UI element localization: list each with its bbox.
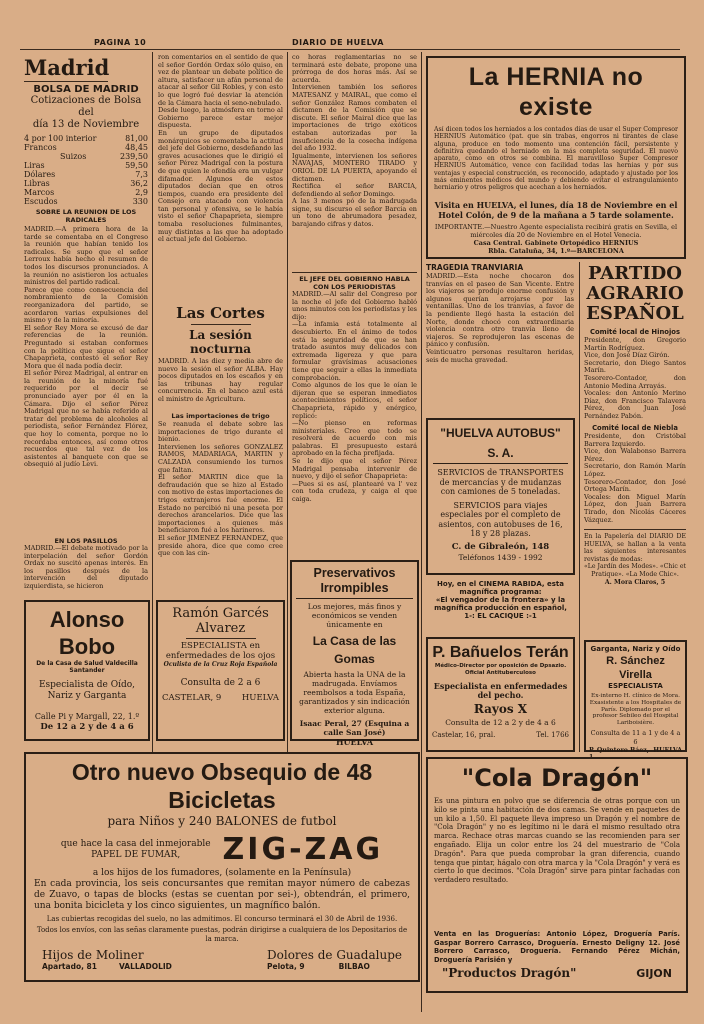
- column-3: [292, 54, 417, 515]
- preservativos-address: Isaac Peral, 27 (Esquina a calle San José): [299, 719, 410, 737]
- quote-row: Liras 59,50: [24, 161, 148, 170]
- quote-row: Francos 48,45: [24, 143, 148, 152]
- banuelos-name: P. Bañuelos Terán: [432, 644, 569, 661]
- hernia-address-2: Rbla. Cataluña, 34, 1.º—BARCELONA: [488, 246, 624, 255]
- bobo-address: Calle Pi y Margall, 22, 1.º: [34, 712, 140, 721]
- preservativos-title: Preservativos Irrompibles: [296, 566, 413, 599]
- bicicletas-deadline: Las cubiertas recogidas del suelo, no las admitimos. El concurso terminará el 30 de Abril de 1936.: [46, 915, 398, 923]
- bicicletas-subtitle: para Niños y 240 BALONES de futbol: [107, 814, 337, 828]
- rabida-intro: Hoy, en el CINEMA RABIDA, esta magnífica programa:: [437, 580, 564, 596]
- column-rule: [287, 52, 288, 752]
- bicicletas-beneficiaries: a los hijos de los fumadores, (solamente en la Península): [92, 868, 352, 878]
- sanchez-city: HUELVA: [653, 746, 682, 754]
- reunion-heading: SOBRE LA REUNION DE LOS RADICALES: [35, 208, 137, 224]
- rabida-notice: [426, 580, 575, 621]
- hernia-visit: Visita en HUELVA, el lunes, día 18 de Noviembre en el Hotel Colón, de 9 de la mañana a 5 tarde solamente.: [434, 200, 678, 220]
- depositario-2: Dolores de Guadalupe: [267, 948, 402, 962]
- sanchez-text: Ex-interno H. clínico de Mora. Exasistente a los Hospitales de París. Diplomado por el profesor Sebileo del Hospital Lariboisière.: [589, 693, 682, 727]
- sanchez-line1: Garganta, Nariz y Oído: [590, 645, 681, 653]
- pasillos-heading: EN LOS PASILLOS: [54, 537, 118, 545]
- autobus-address: C. de Gibraleón, 148: [451, 541, 550, 552]
- debate-continued-article: co horas reglamentarias no se terminará este debate, propone una prórroga de dos horas más. Así se acuerda. Intervienen también los señores MATESANZ y MAIRAL, que como el señor González Ramos combaten el dictamen de la Comisión que se discute. El señor Mairal dice que las importaciones de trigo exóticos estaban autorizadas por la insuficiencia de la cosecha indígena del año 1932. Igualmente, intervienen los señores NAVAJAS, MONTERO TIRADO y ORIOL DE LA PUERTA, apoyando el dictamen. Rectifica el señor BARCIA, defendiendo al señor Domingo. A las 3 menos pó de la madrugada signe, su discurso el señor Barcia en un tono de abrumadora pesadez, barajando cifras y datos.: [292, 54, 417, 229]
- sanchez-name: R. Sánchez Virella: [606, 655, 665, 681]
- preservativos-store: La Casa de las Gomas: [312, 634, 397, 666]
- tragedia-section: [426, 263, 574, 405]
- garces-specialty: ESPECIALISTA en enfermedades de los ojos: [165, 641, 276, 661]
- trigo-article: Se reanuda el debate sobre las importaciones de trigo durante el bienio. Intervienen los señores GONZALEZ RAMOS, MADARIAGA, MARTIN y CALZADA consumiendo los turnos que faltan. El señor MARTIN dice que la defraudación que se hizo al Estado con motivo de estas importaciones de trigos extranjeros fué enorme. El Estado no percibió ni una peseta por derechos arancelarios. Dice que las importaciones a quienes más beneficiaron fué a los harineros. El señor JIMENEZ FERNANDEZ, que preside ahora, dice que como cree que con las cin-: [158, 421, 283, 558]
- garces-address: CASTELAR, 9: [162, 693, 222, 703]
- garces-name: Ramón Garcés Alvarez: [172, 606, 269, 636]
- garces-ad: [156, 600, 285, 741]
- banuelos-phone: Tel. 1766: [536, 731, 569, 739]
- partido-agrario: [584, 264, 686, 586]
- sanchez-hours: Consulta de 11 a 1 y de 4 a 6: [590, 728, 681, 746]
- bicicletas-title: Otro nuevo Obsequio de 48 Bicicletas: [71, 759, 373, 813]
- bicicletas-note: Todos los envíos, con las señas claramente puestas, podrán dirigirse a cualquiera de los Depositarios de la marca.: [36, 926, 408, 943]
- sesion-article: MADRID. A las diez y media abre de nuevo la sesión el señor ALBA. Hay pocos diputados en los escaños y en las tribunas hay regular concurrencia. En el banco azul está el ministro de Agricultura.: [158, 358, 283, 403]
- partido-title-2: AGRARIO: [586, 283, 684, 304]
- bobo-name: Alonso Bobo: [49, 607, 125, 659]
- debate-article: ron comentarios en el sentido de que el señor Gordón Ordax sólo quiso, en vez de plantear un debate político de altura, satisfacer un afán personal de atacar al señor Gil Robles, y con esto lo que logró fué desviar la atención de la Cámara hacia el seno-nebulado. Desde luego, la atmósfera en torno al Gobierno parece estar mejor dispuesta. En un grupo de diputados monárquicos se comentaba la actitud del jefe del Gobierno, desdeñando las graves acusaciones que le dirigió el señor Pérez Madrigal con la postura de que quien le ofendía era un vulgar difamador. Algunos de estos diputados decían que en otros tiempos, cuando era presidente del Consejo era atacado con violencia tan personal y ofensiva, se le había visto el señor Chapaprieta, siempre tomaba resoluciones fulminantes, muy distintas a las que ha adoptado el actual jefe del Gobierno.: [158, 54, 283, 244]
- column-2: [158, 54, 283, 583]
- sanchez-specialty: ESPECIALISTA: [608, 682, 663, 690]
- depositario-2-city: BILBAO: [338, 962, 370, 971]
- depositario-1-city: VALLADOLID: [119, 962, 172, 971]
- garces-hours: Consulta de 2 a 6: [180, 678, 261, 688]
- sesion-title: La sesión nocturna: [189, 328, 252, 356]
- depositario-2-address: Pelota, 9: [267, 962, 305, 971]
- cola-dragon-ad: [426, 757, 688, 993]
- quote-row: Dólares 7,3: [24, 170, 148, 179]
- hernia-important: IMPORTANTE.—Nuestro Agente especialista recibirá gratis en Sevilla, el miércoles día 20 de Noviembre en el Hotel Venecia.: [434, 223, 678, 239]
- papeleria-notice: En la Papelería del DIARIO DE HUELVA, se hallan a la venta las siguientes interesantes revistas de modas:: [584, 533, 686, 563]
- bicicletas-ad: [24, 752, 420, 982]
- column-rule: [152, 52, 153, 752]
- bobo-specialty: Especialista de Oído, Nariz y Garganta: [38, 680, 136, 701]
- hernia-title: La HERNIA no existe: [468, 63, 644, 121]
- jefe-heading: EL JEFE DEL GOBIERNO HABLA CON LOS PERIODISTAS: [299, 275, 410, 291]
- sanchez-address: P. Quintero Báez, 1: [589, 746, 649, 761]
- hinojos-committee: Presidente, don Gregorio Martín Rodríguez. Vice, don José Díaz Girón. Secretario, don Diego Santos Marín. Tesorero-Contador, don Antonio Medina Arrayás. Vocales: don Antonio Merino Díaz, don Francisco Talavera Pérez, don Juan José Pernández Pabón.: [584, 337, 686, 420]
- bicicletas-rules-text: En cada provincia, los seis concursantes que remitan mayor número de cabezas de Zuavo, o tapas de blocks (estas se cuentan por sei-), obtendrán, el primero, una bonita bicicleta y los cinco siguientes, un magnífico balón.: [34, 879, 410, 911]
- garces-note: Oculista de la Cruz Roja Española: [163, 661, 278, 668]
- bobo-hours: De 12 a 2 y de 4 a 6: [40, 722, 134, 732]
- hinojos-heading: Comité local de Hinojos: [589, 328, 681, 336]
- cortes-title: Las Cortes: [176, 304, 265, 322]
- page-number: PAGINA 10: [94, 38, 147, 47]
- niebla-committee: Presidente, don Cristóbal Barrera Izquierdo. Vice, don Walabonso Barrera Pérez. Secretario, don Ramón Marín López. Tesorero-Contador, don José Ortega Marín. Vocales: don Miguel Marín López, don Juan Barrera Tirado, don Nicolás Cáceres Vázquez.: [584, 433, 686, 524]
- hernia-text: Así dicen todos los herniados a los contados días de usar el Super Compresor HERNIUS Automático (pat. que sin trabas, engorros ni tirantes de clase alguna, produce en todo momento una contención fácil, persistente y definitiva quedando el herniado en la más completa seguridad. El nuevo aparato, como en otros se combina. El maravilloso Super Compresor HERNIUS Automático, vence con facilidad todas las hernias y por sus ventajas y especial construcción, es reconocido, adaptado y ajustado por los más eminentes médicos del mundo y debiendo evitar el estrangulamiento herniario y otros peligros que acechan a los herniados.: [434, 126, 678, 192]
- pasillos-article: MADRID.—El debate motivado por la interpelación del señor Gordón Ordax no suscitó apenas interés. En los pasillos después de la intervención del diputado izquierdista, se hicieron: [24, 545, 148, 590]
- quote-row: Suizos 239,50: [60, 152, 148, 161]
- zigzag-brand: ZIG-ZAG: [222, 832, 384, 867]
- bicicletas-offer: que hace la casa del inmejorable: [60, 839, 211, 849]
- partido-title-1: PARTIDO: [588, 263, 682, 284]
- madrid-section: [24, 56, 148, 591]
- column-rule: [579, 262, 580, 752]
- reunion-article: MADRID.—A primera hora de la tarde se comentaba en el Congreso la reunión que habían tenido los radicales. Se supo que el señor Lerroux había hecho el resumen de todos los discursos pronunciados. A la reunión no asistieron los actuales ministros del partido radical. Parece que como consecuencia del nombramiento de la Comisión reorganizadora del partido, se acordaron varias expulsiones del mismo y de la minoría. El señor Rey Mora se excusó de dar referencias de la reunión. Preguntado si estaban conformes con la política que sigue el señor Chapaprieta, contestó el señor Rey Mora que él nada podía decir. El señor Pérez Madrigal, al entrar en la reunión de la minoría fué requerido por el decir se pronunciado ayer por él en la Cámara. Dijo el señor Pérez Madrigal que no se había referido al tratar del problema de alcoholes al periodista, señor Fernández Flórez, que hoy lo comenta, porque no lo recordaba entonces, así como otros recuerdos que tal vez de los asistentes al banquete con que se obsequió al judío Levi.: [24, 226, 148, 469]
- hernia-address: Casa Central. Gabinete Ortopédico HERNIUS: [473, 239, 639, 248]
- preservativos-ad: [290, 560, 419, 747]
- quote-row: Escudos 330: [24, 197, 148, 206]
- rabida-film: «El vengador de la frontera» y la magnífica producción en español,: [434, 596, 567, 612]
- banuelos-title: Médico-Director por oposición de Dpsazio. Oficial Antituberculoso: [434, 663, 567, 676]
- banuelos-ad: [426, 637, 575, 752]
- banuelos-rayos: Rayos X: [473, 702, 528, 716]
- tragedia-heading: TRAGEDIA TRANVIARIA: [426, 263, 524, 272]
- preservativos-text: Los mejores, más finos y económicos se venden únicamente en: [307, 602, 402, 629]
- quote-date: día 13 de Noviembre: [32, 119, 140, 130]
- bicicletas-paper: PAPEL DE FUMAR,: [91, 850, 181, 860]
- preservativos-info: Abierta hasta la UNA de la madrugada. Envíamos reembolsos a toda España, garantizados y sin indicación exterior alguna.: [299, 670, 410, 715]
- quote-row: Marcos 2,9: [24, 188, 148, 197]
- tragedia-article: MADRID.—Esta noche chocaron dos tranvías en el paseo de San Vicente. Entre los viajeros se produjo enorme confusión y algunos querían arrojarse por las ventanillas. Uno de los tranvías, a favor de la pendiente llegó hasta la estación del Norte, donde chocó con extraordinaria violencia contra otro tranvía lleno de viajeros. Se reprodujeron las escenas de pánico y confusión. Veinticuatro personas resultaron heridas, seis de mucha gravedad.: [426, 273, 574, 364]
- sanchez-ad: [584, 640, 687, 761]
- bobo-house: De la Casa de Salud Valdecilla Santander: [36, 660, 138, 674]
- hernia-ad: [426, 56, 686, 259]
- garces-city: HUELVA: [241, 693, 279, 703]
- cola-dragon-sellers: Venta en las Droguerías: Antonio López, Droguería París. Gaspar Borrero Carrasco, Droguería. Ernesto Deligny 12. José Borrero Carrasco, Droguería. Fernando Pérez Michán, Droguería Parisién y: [434, 930, 680, 964]
- autobus-transport: SERVICIOS de TRANSPORTES de mercancías y de mudanzas con camiones de 5 toneladas.: [437, 468, 564, 496]
- preservativos-city: HUELVA: [335, 737, 374, 747]
- autobus-title: "HUELVA AUTOBUS" S. A.: [433, 423, 568, 464]
- trigo-heading: Las importaciones de trigo: [171, 412, 270, 420]
- partido-title-3: ESPAÑOL: [586, 303, 684, 324]
- bobo-ad: [24, 600, 150, 741]
- banuelos-address: Castelar, 16, pral.: [432, 731, 496, 739]
- autobus-ad: [426, 418, 575, 575]
- column-rule: [421, 52, 422, 1012]
- quote-row: 4 por 100 interior 81,00: [24, 134, 148, 143]
- cotizaciones: Cotizaciones de Bolsa del: [30, 95, 142, 118]
- cola-dragon-text: Es una pintura en polvo que se diferencia de otras porque con un kilo se pinta una habitación de dos camas. Se vende en paquetes de un kilo a 1,50. El paquete lleva impreso un Dragón y el nombre de "Cola Dragón" y no es legítimo ni le dará el mismo resultado otra marca. Rechace otras marcas cuando se las recomienden para ser engañado. Elija un color entre los 24 del muestrario de "Cola Dragón". Para que pueda comprobar la gran diferencia, cuando tenga que pintar, hágalo con otra marca y la "Cola Dragón" y verá es cierto lo que decimos. "Cola Dragón" sirve para pintar fachadas con verdadero resultado.: [434, 797, 680, 885]
- papeleria-magazines: «Le Jardín des Modes». «Chic et Pratique». «La Mode Chic».: [584, 563, 686, 578]
- rabida-second-film: 1-: EL CACIQUE :-1: [464, 612, 537, 620]
- cola-dragon-title: "Cola Dragón": [461, 764, 653, 792]
- banuelos-specialty: Especialista en enfermedades del pecho.: [433, 681, 568, 700]
- jefe-article: MADRID.—Al salir del Congreso por la noche el jefe del Gobierno habló unos minutos con los periodistas y les dijo: —La infamia está totalmente al descubierto. En el ánimo de todos está la seguridad de que se han tratado asuntos muy delicados con extremada ligereza y que para formular gravísimas acusaciones tiene que seguir a ellas la inmediata comprobación. Como algunos de los que le oían le dijeran que se esperan inmediatos acontecimientos políticos, el señor Chapaprieta, rápido y enérgico, replicó: —No pienso en reformas ministeriales. Creo que todo se resolverá de acuerdo con mis palabras. El presupuesto estará aprobado en la fecha prefijada. Se le dijo que el señor Pérez Madrigal pensaba intervenir de nuevo, y dijo el señor Chapaprieta: —Pues si es así, plantearé va l' vez con toda crudeza, y caiga el que caiga.: [292, 291, 417, 504]
- papeleria-address: A. Mora Claros, 5: [604, 578, 666, 586]
- cola-dragon-footer: "Productos Dragón": [442, 966, 577, 980]
- quote-list: [24, 134, 148, 206]
- banuelos-hours: Consulta de 12 a 2 y de 4 a 6: [445, 718, 556, 727]
- newspaper-name: DIARIO DE HUELVA: [292, 38, 384, 47]
- header-rule: [20, 49, 680, 50]
- depositario-1: Hijos de Moliner: [42, 948, 144, 962]
- bolsa-title: BOLSA DE MADRID: [33, 84, 139, 95]
- autobus-viajes: SERVICIOS para viajes especiales por el completo de asientos, con autobuses de 16, 18 y 28 plazas.: [438, 500, 563, 538]
- autobus-phones: Teléfonos 1439 - 1992: [458, 552, 543, 562]
- cola-dragon-city: GIJON: [636, 967, 672, 980]
- depositario-1-address: Apartado, 81: [42, 962, 97, 971]
- quote-row: Libras 36,2: [24, 179, 148, 188]
- section-title: Madrid: [24, 55, 110, 80]
- niebla-heading: Comité local de Niebla: [592, 424, 678, 432]
